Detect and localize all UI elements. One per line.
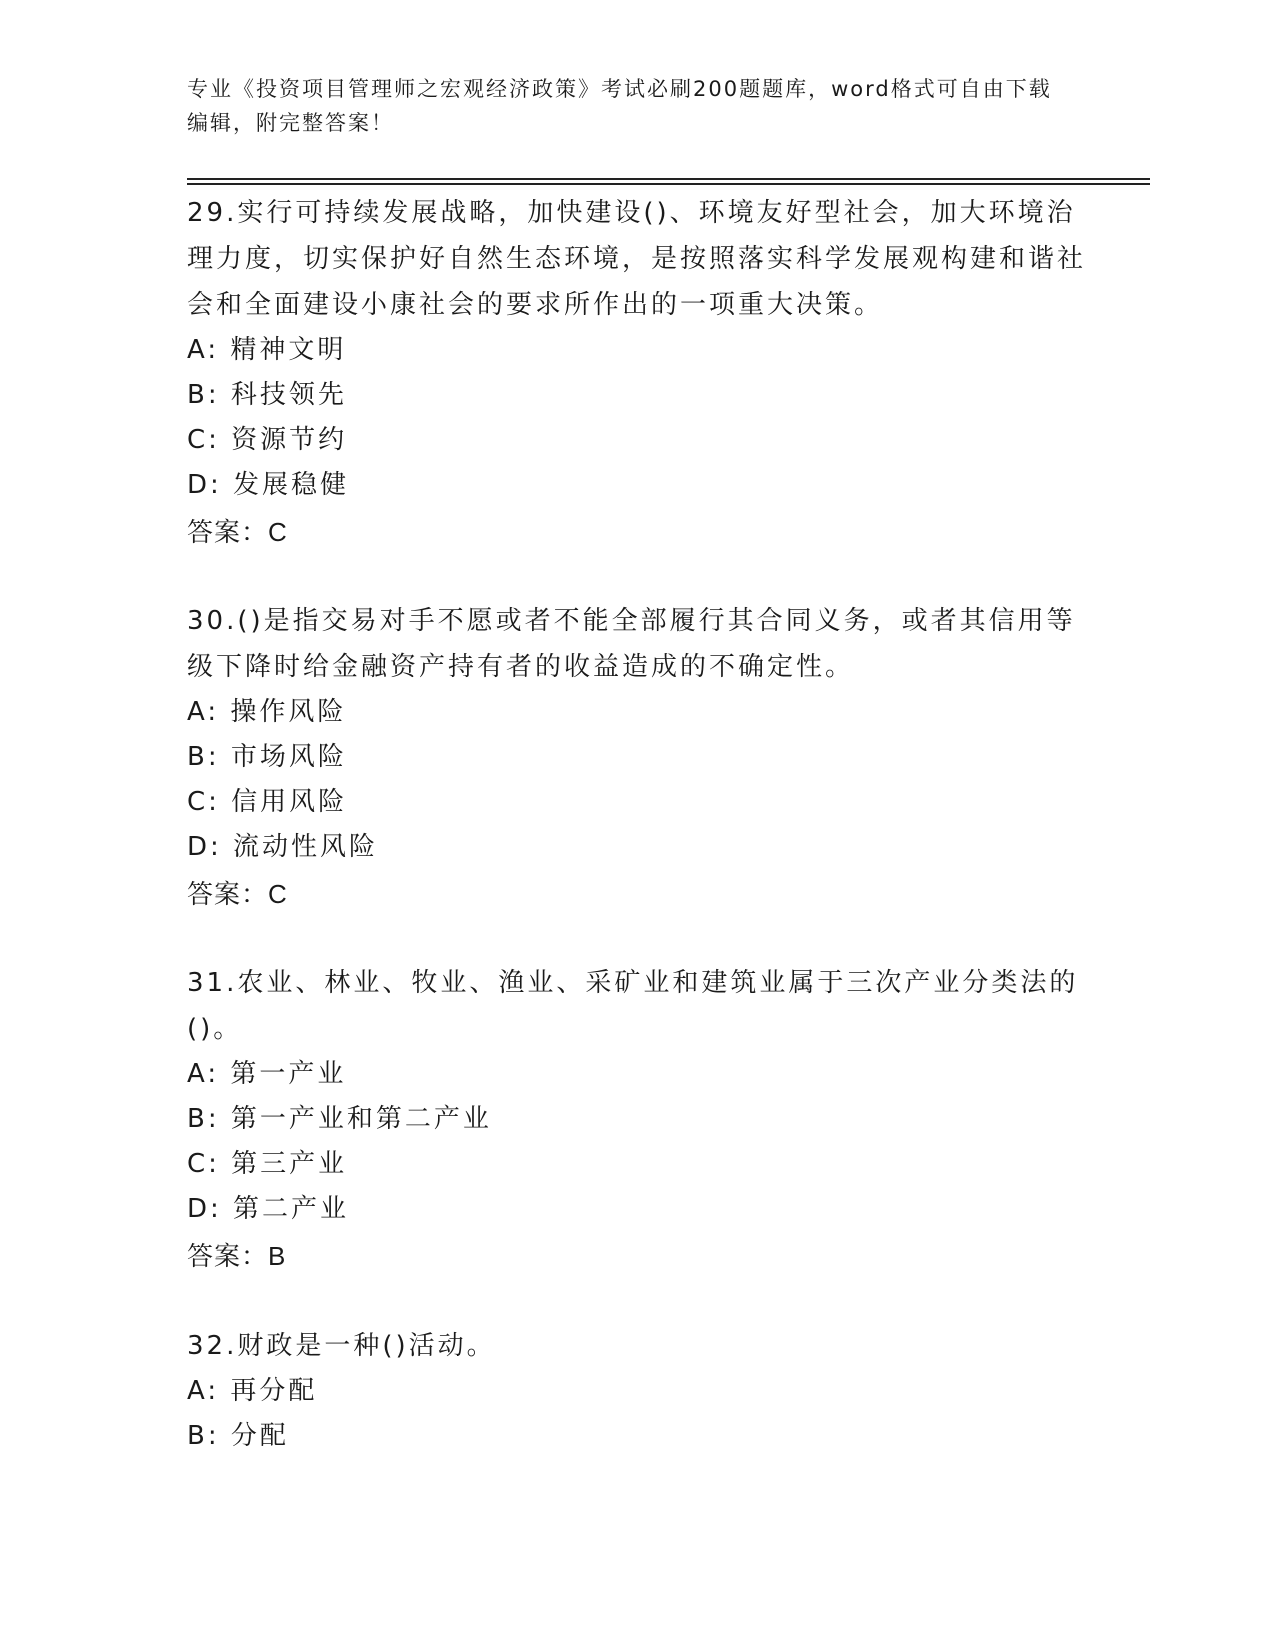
question-29 xyxy=(187,190,1087,556)
option-b: B: 市场风险 xyxy=(187,742,347,772)
option-b: B: 第一产业和第二产业 xyxy=(187,1104,492,1134)
option-d: D: 第二产业 xyxy=(187,1194,350,1224)
option-a: A: 操作风险 xyxy=(187,697,347,727)
header-rule-top xyxy=(187,178,1150,180)
option-d: D: 发展稳健 xyxy=(187,470,350,500)
option-c: C: 资源节约 xyxy=(187,425,348,455)
answer: 答案：C xyxy=(187,879,288,909)
option-a: A: 精神文明 xyxy=(187,335,347,365)
question-text: 31.农业、林业、牧业、渔业、采矿业和建筑业属于三次产业分类法的()。 xyxy=(187,968,1079,1044)
question-text: 29.实行可持续发展战略，加快建设()、环境友好型社会，加大环境治理力度，切实保护好自然生态环境，是按照落实科学发展观构建和谐社会和全面建设小康社会的要求所作出的一项重大决策。 xyxy=(187,198,1087,320)
option-c: C: 第三产业 xyxy=(187,1149,348,1179)
option-a: A: 再分配 xyxy=(187,1376,318,1406)
option-b: B: 分配 xyxy=(187,1421,289,1451)
option-b: B: 科技领先 xyxy=(187,380,347,410)
header-rule-bottom xyxy=(187,183,1150,185)
option-d: D: 流动性风险 xyxy=(187,832,379,862)
question-32 xyxy=(187,1323,1087,1459)
answer: 答案：B xyxy=(187,1241,287,1271)
document-header: 专业《投资项目管理师之宏观经济政策》考试必刷200题题库，word格式可自由下载编辑，附完整答案！ xyxy=(187,77,1052,135)
question-text: 32.财政是一种()活动。 xyxy=(187,1331,496,1361)
question-text: 30.()是指交易对手不愿或者不能全部履行其合同义务，或者其信用等级下降时给金融资产持有者的收益造成的不确定性。 xyxy=(187,606,1076,682)
question-30 xyxy=(187,598,1087,918)
answer: 答案：C xyxy=(187,517,288,547)
option-c: C: 信用风险 xyxy=(187,787,348,817)
question-31 xyxy=(187,960,1087,1280)
option-a: A: 第一产业 xyxy=(187,1059,347,1089)
